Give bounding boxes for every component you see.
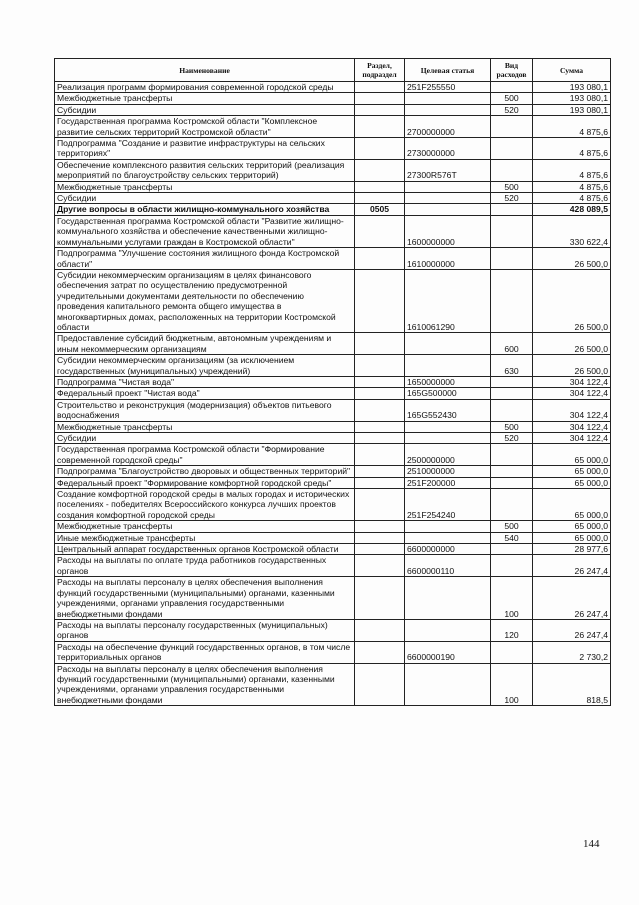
cell-target: 251F200000 <box>405 477 491 488</box>
cell-name: Расходы на выплаты по оплате труда работников государственных органов <box>55 555 355 577</box>
cell-section <box>355 555 405 577</box>
cell-section <box>355 248 405 270</box>
cell-target: 1650000000 <box>405 376 491 387</box>
table-row <box>55 138 611 160</box>
cell-sum: 4 875,6 <box>533 138 611 160</box>
cell-target <box>405 663 491 706</box>
table-row <box>55 376 611 387</box>
cell-target: 6600000190 <box>405 641 491 663</box>
cell-name: Предоставление субсидий бюджетным, автономным учреждениям и иным некоммерческим организациям <box>55 333 355 355</box>
table-row <box>55 215 611 247</box>
table-row <box>55 399 611 421</box>
cell-kind <box>491 269 533 332</box>
cell-name: Федеральный проект "Чистая вода" <box>55 388 355 399</box>
cell-sum: 26 500,0 <box>533 355 611 377</box>
cell-section <box>355 521 405 532</box>
cell-section <box>355 433 405 444</box>
cell-sum: 65 000,0 <box>533 489 611 521</box>
cell-name: Подпрограмма "Чистая вода" <box>55 376 355 387</box>
cell-kind <box>491 641 533 663</box>
cell-kind <box>491 204 533 215</box>
cell-section <box>355 181 405 192</box>
cell-sum: 193 080,1 <box>533 104 611 115</box>
cell-section <box>355 477 405 488</box>
header-name: Наименование <box>55 59 355 82</box>
cell-name: Подпрограмма "Благоустройство дворовых и общественных территорий" <box>55 466 355 477</box>
table-row <box>55 204 611 215</box>
budget-table <box>54 58 611 706</box>
cell-target: 251F255550 <box>405 82 491 93</box>
cell-section <box>355 376 405 387</box>
cell-name: Другие вопросы в области жилищно-коммунального хозяйства <box>55 204 355 215</box>
cell-name: Строительство и реконструкция (модернизация) объектов питьевого водоснабжения <box>55 399 355 421</box>
cell-target <box>405 104 491 115</box>
table-row <box>55 82 611 93</box>
cell-kind <box>491 116 533 138</box>
cell-name: Субсидии <box>55 193 355 204</box>
cell-target <box>405 355 491 377</box>
cell-sum: 818,5 <box>533 663 611 706</box>
cell-kind: 100 <box>491 663 533 706</box>
cell-kind: 120 <box>491 619 533 641</box>
cell-kind <box>491 466 533 477</box>
cell-kind <box>491 376 533 387</box>
cell-sum: 65 000,0 <box>533 521 611 532</box>
cell-name: Межбюджетные трансферты <box>55 421 355 432</box>
cell-sum: 330 622,4 <box>533 215 611 247</box>
cell-section <box>355 399 405 421</box>
cell-sum: 304 122,4 <box>533 433 611 444</box>
cell-section <box>355 489 405 521</box>
cell-section <box>355 532 405 543</box>
cell-section <box>355 641 405 663</box>
cell-kind <box>491 477 533 488</box>
cell-sum: 26 247,4 <box>533 555 611 577</box>
cell-target: 1610061290 <box>405 269 491 332</box>
cell-name: Создание комфортной городской среды в малых городах и исторических поселениях - победителях Всероссийского конкурса лучших проектов создания комфортной городской среды <box>55 489 355 521</box>
cell-name: Расходы на выплаты персоналу в целях обеспечения выполнения функций государственными (муниципальными) органами, казенными учреждениями, органами управления государственными внебюджетными фондами <box>55 577 355 620</box>
cell-name: Расходы на выплаты персоналу государственных (муниципальных) органов <box>55 619 355 641</box>
cell-name: Центральный аппарат государственных органов Костромской области <box>55 544 355 555</box>
cell-name: Субсидии некоммерческим организациям в целях финансового обеспечения затрат по осуществлению предусмотренной учредительными документами деятельности по обеспечению проведения капитального ремонта общего имущества в многоквартирных домах, расположенных на территории Костромской области <box>55 269 355 332</box>
cell-section <box>355 215 405 247</box>
cell-kind <box>491 138 533 160</box>
table-header-row <box>55 59 611 82</box>
cell-section <box>355 269 405 332</box>
cell-section <box>355 577 405 620</box>
cell-name: Межбюджетные трансферты <box>55 93 355 104</box>
cell-sum: 304 122,4 <box>533 376 611 387</box>
cell-name: Субсидии <box>55 104 355 115</box>
cell-kind: 500 <box>491 421 533 432</box>
cell-name: Иные межбюджетные трансферты <box>55 532 355 543</box>
table-row <box>55 181 611 192</box>
cell-sum: 65 000,0 <box>533 444 611 466</box>
table-row <box>55 421 611 432</box>
cell-section: 0505 <box>355 204 405 215</box>
cell-kind: 600 <box>491 333 533 355</box>
cell-name: Субсидии <box>55 433 355 444</box>
table-row <box>55 433 611 444</box>
cell-sum: 4 875,6 <box>533 181 611 192</box>
table-row <box>55 477 611 488</box>
cell-name: Межбюджетные трансферты <box>55 181 355 192</box>
cell-name: Расходы на обеспечение функций государственных органов, в том числе территориальных органов <box>55 641 355 663</box>
table-row <box>55 544 611 555</box>
table-row <box>55 466 611 477</box>
cell-kind <box>491 388 533 399</box>
cell-kind: 520 <box>491 433 533 444</box>
cell-sum: 26 247,4 <box>533 577 611 620</box>
cell-kind: 630 <box>491 355 533 377</box>
cell-name: Подпрограмма "Улучшение состояния жилищного фонда Костромской области" <box>55 248 355 270</box>
cell-section <box>355 116 405 138</box>
cell-sum: 4 875,6 <box>533 193 611 204</box>
cell-target: 251F254240 <box>405 489 491 521</box>
cell-target: 27300R576T <box>405 159 491 181</box>
cell-section <box>355 544 405 555</box>
cell-target <box>405 433 491 444</box>
table-row <box>55 104 611 115</box>
cell-sum: 304 122,4 <box>533 421 611 432</box>
cell-sum: 26 500,0 <box>533 248 611 270</box>
cell-section <box>355 466 405 477</box>
cell-kind <box>491 215 533 247</box>
cell-target: 6600000110 <box>405 555 491 577</box>
cell-section <box>355 333 405 355</box>
cell-target <box>405 421 491 432</box>
cell-name: Государственная программа Костромской области "Развитие жилищно-коммунального хозяйства и обеспечение качественными жилищно-коммунальными услугами граждан в Костромской области" <box>55 215 355 247</box>
cell-kind <box>491 544 533 555</box>
cell-sum: 26 500,0 <box>533 269 611 332</box>
table-row <box>55 269 611 332</box>
header-section: Раздел, подраздел <box>355 59 405 82</box>
cell-sum: 4 875,6 <box>533 116 611 138</box>
cell-section <box>355 138 405 160</box>
cell-name: Межбюджетные трансферты <box>55 521 355 532</box>
cell-kind <box>491 248 533 270</box>
cell-sum: 428 089,5 <box>533 204 611 215</box>
cell-section <box>355 663 405 706</box>
cell-kind: 500 <box>491 181 533 192</box>
cell-name: Федеральный проект "Формирование комфортной городской среды" <box>55 477 355 488</box>
cell-kind: 520 <box>491 193 533 204</box>
table-row <box>55 248 611 270</box>
cell-sum: 304 122,4 <box>533 388 611 399</box>
table-row <box>55 532 611 543</box>
cell-kind: 540 <box>491 532 533 543</box>
cell-target: 2730000000 <box>405 138 491 160</box>
table-row <box>55 619 611 641</box>
cell-name: Обеспечение комплексного развития сельских территорий (реализация мероприятий по благоустройству сельских территорий) <box>55 159 355 181</box>
table-body <box>55 82 611 706</box>
cell-sum: 26 247,4 <box>533 619 611 641</box>
cell-section <box>355 93 405 104</box>
cell-sum: 65 000,0 <box>533 477 611 488</box>
cell-name: Реализация программ формирования современной городской среды <box>55 82 355 93</box>
table-row <box>55 489 611 521</box>
cell-sum: 4 875,6 <box>533 159 611 181</box>
cell-section <box>355 159 405 181</box>
page-number: 144 <box>583 838 600 850</box>
cell-name: Государственная программа Костромской области "Формирование современной городской среды" <box>55 444 355 466</box>
table-row <box>55 333 611 355</box>
cell-section <box>355 388 405 399</box>
table-row <box>55 355 611 377</box>
cell-target: 2510000000 <box>405 466 491 477</box>
cell-target: 165G552430 <box>405 399 491 421</box>
cell-section <box>355 193 405 204</box>
cell-target <box>405 204 491 215</box>
cell-target <box>405 333 491 355</box>
table-row <box>55 388 611 399</box>
cell-section <box>355 82 405 93</box>
cell-target <box>405 193 491 204</box>
cell-section <box>355 421 405 432</box>
cell-target: 1610000000 <box>405 248 491 270</box>
table-row <box>55 641 611 663</box>
cell-name: Подпрограмма "Создание и развитие инфраструктуры на сельских территориях" <box>55 138 355 160</box>
cell-target <box>405 521 491 532</box>
cell-kind: 520 <box>491 104 533 115</box>
cell-kind <box>491 399 533 421</box>
cell-target: 2500000000 <box>405 444 491 466</box>
cell-kind: 500 <box>491 93 533 104</box>
cell-target: 1600000000 <box>405 215 491 247</box>
cell-target <box>405 577 491 620</box>
header-target: Целевая статья <box>405 59 491 82</box>
cell-sum: 193 080,1 <box>533 93 611 104</box>
cell-kind <box>491 489 533 521</box>
table-row <box>55 444 611 466</box>
cell-target: 2700000000 <box>405 116 491 138</box>
cell-target <box>405 181 491 192</box>
cell-target <box>405 619 491 641</box>
cell-target: 165G500000 <box>405 388 491 399</box>
cell-kind: 500 <box>491 521 533 532</box>
cell-name: Расходы на выплаты персоналу в целях обеспечения выполнения функций государственными (муниципальными) органами, казенными учреждениями, органами управления государственными внебюджетными фондами <box>55 663 355 706</box>
cell-sum: 26 500,0 <box>533 333 611 355</box>
table-row <box>55 159 611 181</box>
cell-section <box>355 444 405 466</box>
cell-kind <box>491 555 533 577</box>
cell-kind <box>491 159 533 181</box>
cell-section <box>355 355 405 377</box>
cell-section <box>355 104 405 115</box>
table-row <box>55 577 611 620</box>
cell-name: Государственная программа Костромской области "Комплексное развитие сельских территорий Костромской области" <box>55 116 355 138</box>
cell-sum: 193 080,1 <box>533 82 611 93</box>
cell-target <box>405 532 491 543</box>
cell-sum: 28 977,6 <box>533 544 611 555</box>
table-row <box>55 521 611 532</box>
cell-target <box>405 93 491 104</box>
table-row <box>55 663 611 706</box>
header-kind: Вид расходов <box>491 59 533 82</box>
header-sum: Сумма <box>533 59 611 82</box>
table-row <box>55 193 611 204</box>
cell-sum: 65 000,0 <box>533 532 611 543</box>
cell-sum: 2 730,2 <box>533 641 611 663</box>
cell-section <box>355 619 405 641</box>
cell-name: Субсидии некоммерческим организациям (за исключением государственных (муниципальных) учреждений) <box>55 355 355 377</box>
table-row <box>55 93 611 104</box>
table-row <box>55 555 611 577</box>
cell-sum: 304 122,4 <box>533 399 611 421</box>
cell-target: 6600000000 <box>405 544 491 555</box>
cell-sum: 65 000,0 <box>533 466 611 477</box>
table-row <box>55 116 611 138</box>
cell-kind <box>491 444 533 466</box>
cell-kind <box>491 82 533 93</box>
cell-kind: 100 <box>491 577 533 620</box>
